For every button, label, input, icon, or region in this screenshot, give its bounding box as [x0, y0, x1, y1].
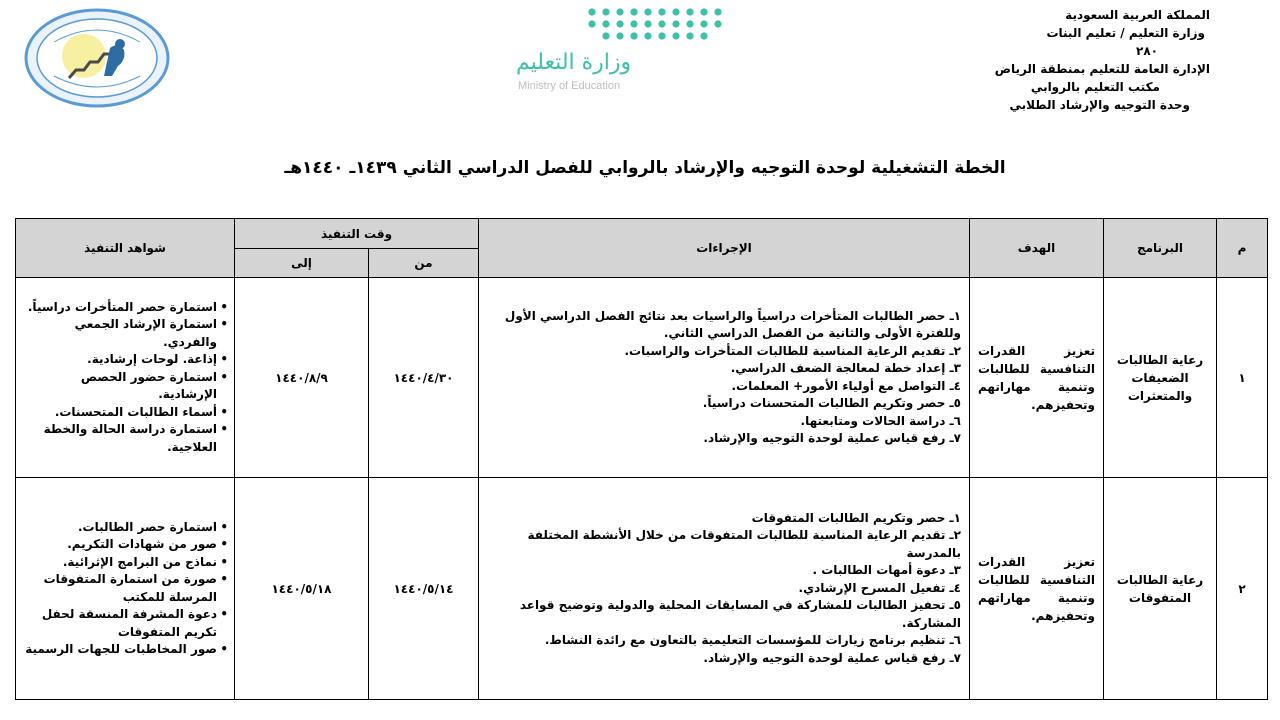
operational-plan-table: [15, 218, 1268, 700]
evidence-item: • صور المخاطبات للجهات الرسمية: [22, 641, 228, 659]
ministry-dots-icon: [586, 6, 731, 42]
procedure-item: ٤ـ تفعيل المسرح الإرشادي.: [798, 580, 961, 595]
header-from: من: [369, 249, 479, 278]
table-header-row: [16, 219, 1268, 249]
header-evidence: شواهد التنفيذ: [16, 219, 235, 278]
row-date-to: ١٤٤٠/٨/٩: [235, 278, 369, 478]
header-line-office: مكتب التعليم بالروابي: [1030, 80, 1160, 94]
procedure-item: ٦ـ دراسة الحالات ومتابعتها.: [800, 413, 961, 428]
header-line-ministry: وزارة التعليم / تعليم البنات: [1046, 26, 1205, 40]
evidence-item: • دعوة المشرفة المنسقة لحفل تكريم المتفوقات: [22, 606, 228, 641]
row-date-to: ١٤٤٠/٥/١٨: [235, 478, 369, 700]
table-row: [16, 478, 1268, 700]
page-title: الخطة التشغيلية لوحدة التوجيه والإرشاد بالروابي للفصل الدراسي الثاني ١٤٣٩ـ ١٤٤٠هـ: [284, 158, 1006, 178]
procedure-item: ٣ـ دعوة أمهات الطالبات .: [812, 563, 961, 578]
evidence-item: • صور من شهادات التكريم.: [22, 536, 228, 554]
ministry-name-arabic: وزارة التعليم: [516, 50, 632, 75]
evidence-item: • إذاعة. لوحات إرشادية.: [22, 351, 228, 369]
row-evidence: [16, 278, 235, 478]
evidence-item: • استمارة دراسة الحالة والخطة العلاجية.: [22, 421, 228, 456]
header-num: م: [1217, 219, 1268, 278]
procedure-item: ٦ـ تنظيم برنامج زيارات للمؤسسات التعليمية بالتعاون مع رائدة النشاط.: [544, 633, 961, 648]
procedure-item: ٣ـ إعداد خطة لمعالجة الضعف الدراسي.: [730, 361, 961, 375]
ministry-name-english: Ministry of Education: [518, 80, 621, 92]
procedure-item: ١ـ حصر الطالبات المتأخرات دراسياً والراسيات بعد نتائج الفصل الدراسي الأول وللفترة الأولى والثانية من الفصل الدراسي الثاني.: [504, 308, 961, 340]
unit-seal-icon: [24, 8, 170, 108]
procedure-item: ١ـ حصر وتكريم الطالبات المتفوقات: [751, 510, 961, 525]
header-procedures: الإجراءات: [479, 219, 970, 278]
procedure-item: ٥ـ حصر وتكريم الطالبات المتحسنات دراسياً.: [702, 396, 961, 410]
header-address: [940, 6, 1210, 114]
row-evidence: [16, 478, 235, 700]
header-goal: الهدف: [970, 219, 1104, 278]
evidence-item: • استمارة حصر الطالبات.: [22, 519, 228, 537]
row-procedures: [479, 278, 970, 478]
row-goal: تعزيز القدرات التنافسية للطالبات وتنمية مهاراتهم وتحفيزهم.: [970, 278, 1104, 478]
row-procedures: [479, 478, 970, 700]
procedure-item: ٥ـ تحفيز الطالبات للمشاركة في المسابقات المحلية والدولية وتوضيح قواعد المشاركة.: [519, 598, 961, 630]
row-goal: تعزيز القدرات التنافسية للطالبات وتنمية مهاراتهم وتحفيزهم.: [970, 478, 1104, 700]
header-line-country: المملكة العربية السعودية: [1065, 8, 1210, 22]
procedure-item: ٤ـ التواصل مع أولياء الأمور+ المعلمات.: [731, 378, 961, 393]
evidence-item: • استمارة حضور الحصص الإرشادية.: [22, 369, 228, 404]
table-row: [16, 278, 1268, 478]
header-line-number: ٢٨٠: [1136, 44, 1158, 58]
header-program: البرنامج: [1104, 219, 1217, 278]
procedure-item: ٧ـ رفع قياس عملية لوحدة التوجيه والإرشاد.: [703, 431, 961, 445]
row-date-from: ١٤٤٠/٤/٣٠: [369, 278, 479, 478]
row-number: ٢: [1217, 478, 1268, 700]
header-line-unit: وحدة التوجيه والإرشاد الطلابي: [1009, 98, 1190, 112]
row-program: رعاية الطالبات الضعيفات والمتعثرات: [1104, 278, 1217, 478]
evidence-item: • أسماء الطالبات المتحسنات.: [22, 404, 228, 422]
procedure-item: ٢ـ تقديم الرعاية المناسبة للطالبات المتفوقات من خلال الأنشطة المختلفة بالمدرسة: [527, 528, 961, 560]
header-line-directorate: الإدارة العامة للتعليم بمنطقة الرياض: [994, 62, 1210, 76]
evidence-item: • صورة من استمارة المتفوقات المرسلة للمكتب: [22, 571, 228, 606]
evidence-item: • نماذج من البرامج الإثرائية.: [22, 554, 228, 572]
evidence-item: • استمارة الإرشاد الجمعي والفردي.: [22, 316, 228, 351]
evidence-item: • استمارة حصر المتأخرات دراسياً.: [22, 299, 228, 317]
row-number: ١: [1217, 278, 1268, 478]
procedure-item: ٢ـ تقديم الرعاية المناسبة للطالبات المتأخرات والراسبات.: [624, 343, 961, 358]
header-time: وقت التنفيذ: [235, 219, 479, 249]
procedure-item: ٧ـ رفع قياس عملية لوحدة التوجيه والإرشاد.: [703, 650, 961, 665]
row-program: رعاية الطالبات المتفوقات: [1104, 478, 1217, 700]
header-to: إلى: [235, 249, 369, 278]
ministry-logo: [508, 6, 733, 96]
row-date-from: ١٤٤٠/٥/١٤: [369, 478, 479, 700]
